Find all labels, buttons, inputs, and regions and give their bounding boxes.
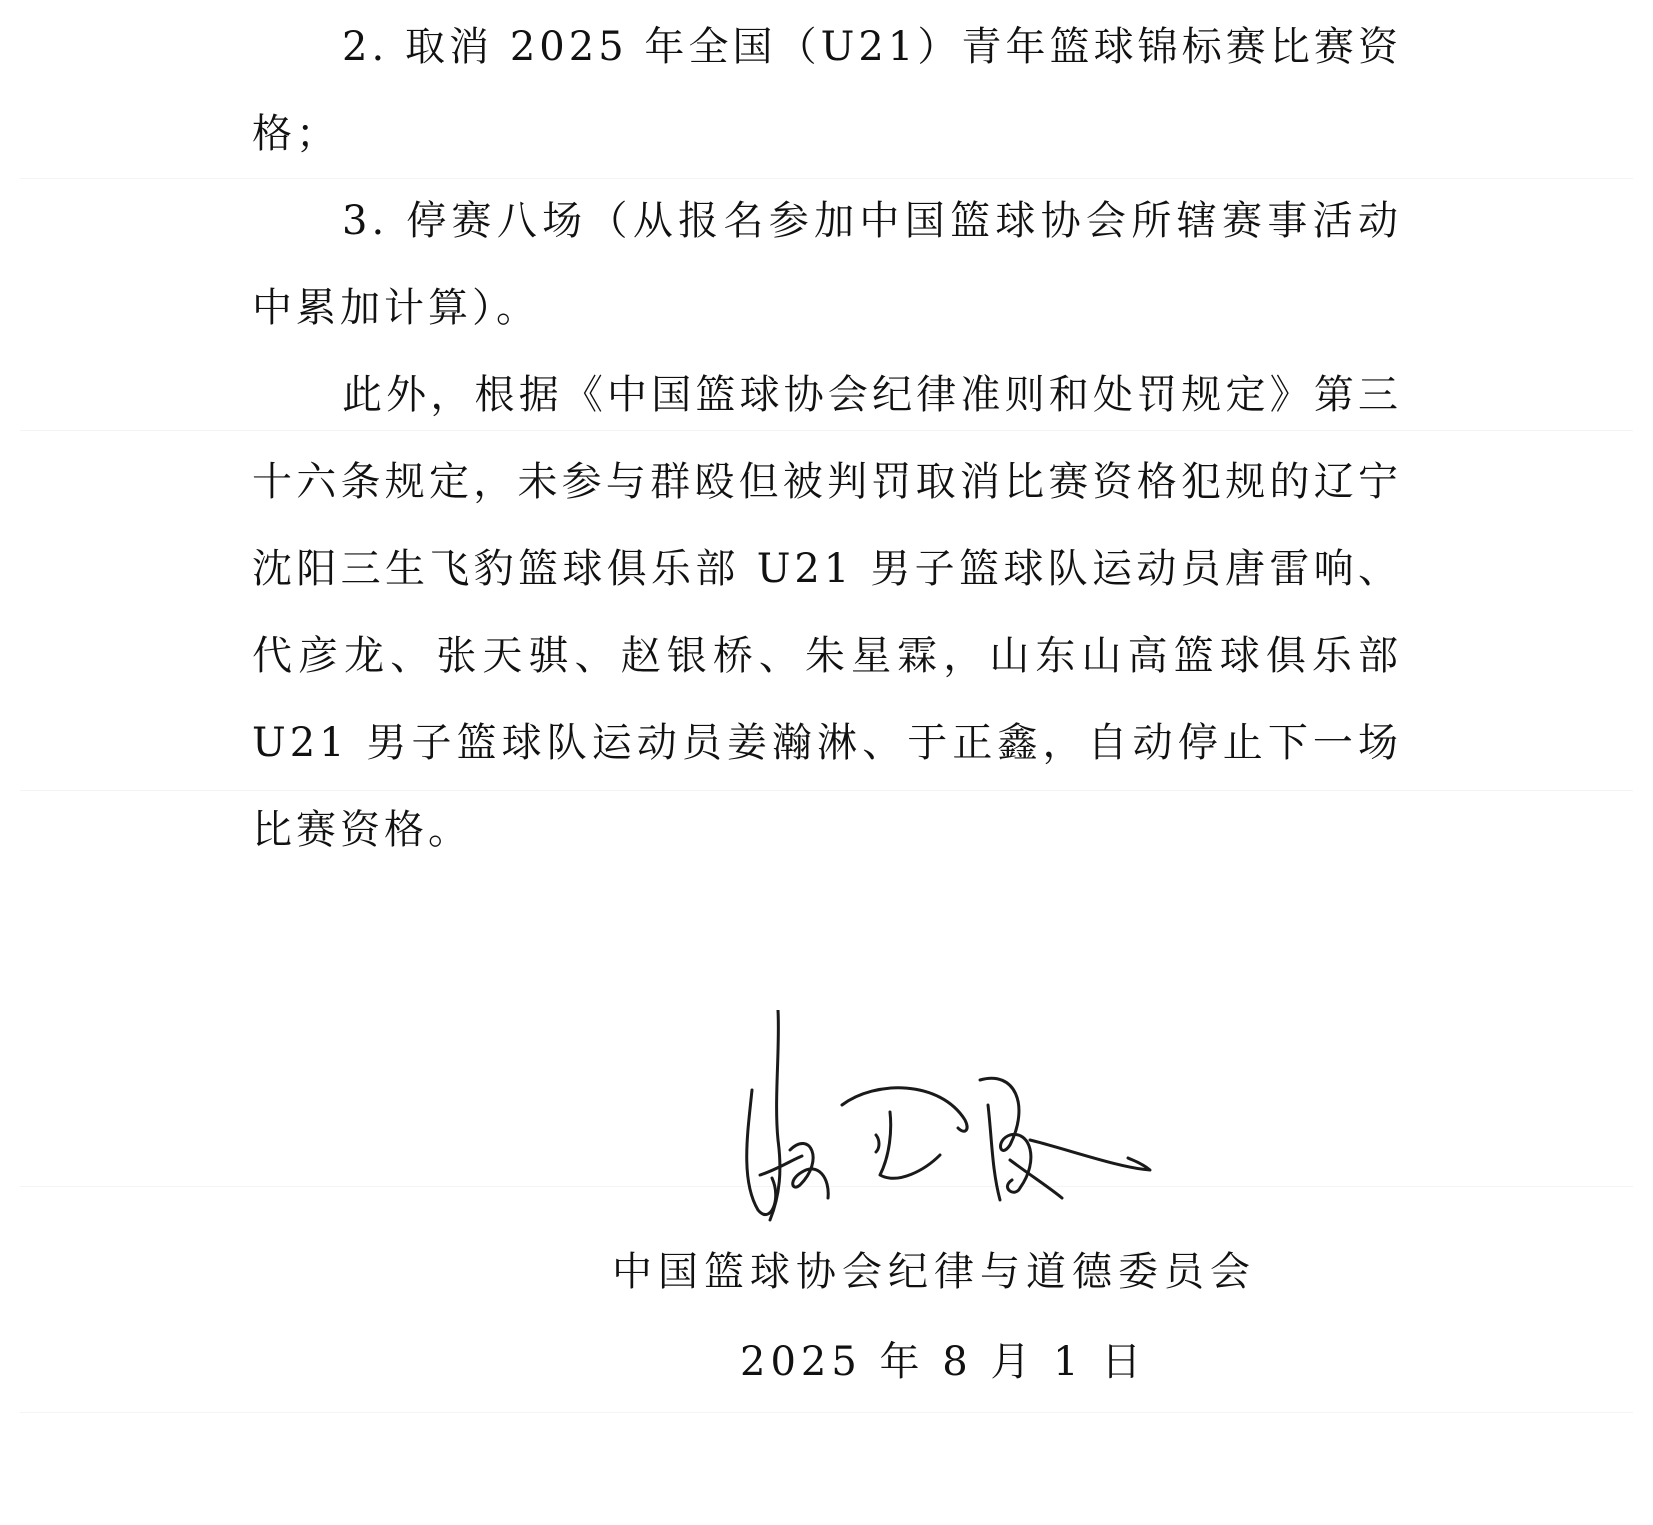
penalty-item-3: 3. 停赛八场（从报名参加中国篮球协会所辖赛事活动中累加计算）。 — [252, 198, 1402, 331]
penalty-item-2: 2. 取消 2025 年全国（U21）青年篮球锦标赛比赛资格； — [252, 24, 1402, 157]
document-body — [252, 4, 1402, 874]
issue-date: 2025 年 8 月 1 日 — [740, 1339, 1147, 1385]
scan-line — [20, 1412, 1633, 1413]
handwritten-signature-icon — [730, 1010, 1190, 1250]
signature-drawing — [730, 1010, 1190, 1250]
issuer-name: 中国篮球协会纪律与道德委员会 — [612, 1249, 1256, 1295]
additional-ruling-paragraph: 此外，根据《中国篮球协会纪律准则和处罚规定》第三十六条规定，未参与群殴但被判罚取消比赛资格犯规的辽宁沈阳三生飞豹篮球俱乐部 U21 男子篮球队运动员唐雷响、代彦龙、张天骐、赵银桥、朱星霖，山东山高篮球俱乐部 U21 男子篮球队运动员姜瀚淋、于正鑫，自动停止下一场比赛资格。 — [252, 372, 1402, 853]
